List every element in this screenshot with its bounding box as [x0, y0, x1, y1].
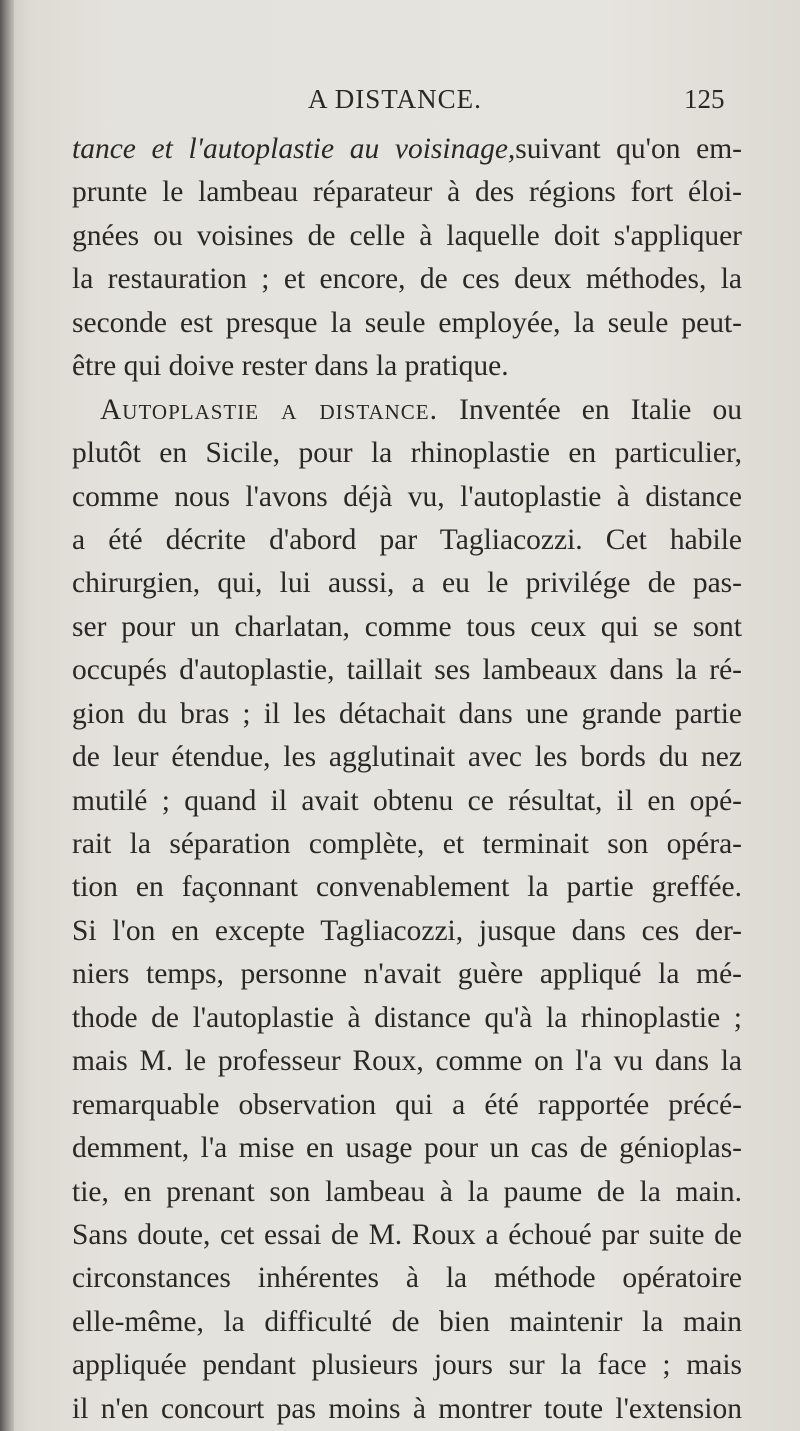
- text-line-29: appliquée pendant plusieurs jours sur la face ; mais: [72, 1349, 742, 1382]
- text-line-11: chirurgien, qui, lui aussi, a eu le privilége de pas-: [72, 567, 742, 600]
- text-line-10: a été décrite d'abord par Tagliacozzi. Cet habile: [72, 523, 742, 556]
- text-line-5: seconde est presque la seule employée, la seule peut-: [72, 306, 742, 339]
- text-line-2: prunte le lambeau réparateur à des régions fort éloi-: [72, 176, 742, 209]
- text-line-22: mais M. le professeur Roux, comme on l'a vu dans la: [72, 1045, 742, 1078]
- running-head: [0, 84, 800, 124]
- text-line-21: thode de l'autoplastie à distance qu'à la rhinoplastie ;: [72, 1001, 742, 1034]
- text-line-28: elle-même, la difficulté de bien maintenir la main: [72, 1305, 742, 1338]
- text-line-30: il n'en concourt pas moins à montrer toute l'extension: [72, 1392, 742, 1425]
- section-heading: Autoplastie a distance.: [100, 393, 439, 426]
- text-line-18: tion en façonnant convenablement la partie greffée.: [72, 871, 742, 904]
- text-line-20: niers temps, personne n'avait guère appliqué la mé-: [72, 958, 742, 991]
- text-line-15: de leur étendue, les agglutinait avec les bords du nez: [72, 741, 742, 774]
- text-line-26: Sans doute, cet essai de M. Roux a échoué par suite de: [72, 1218, 742, 1251]
- italic-phrase: tance et l'autoplastie au voisinage,: [72, 133, 516, 165]
- text-line-13: occupés d'autoplastie, taillait ses lambeaux dans la ré-: [72, 654, 742, 687]
- text-line-4: la restauration ; et encore, de ces deux méthodes, la: [72, 263, 742, 296]
- text-line-7: [72, 389, 742, 432]
- text-line-19: Si l'on en excepte Tagliacozzi, jusque dans ces der-: [72, 914, 742, 947]
- text-line-24: demment, l'a mise en usage pour un cas de génioplas-: [72, 1132, 742, 1165]
- running-title: A DISTANCE.: [308, 84, 482, 114]
- body-text: [72, 128, 742, 1431]
- text-line-8: plutôt en Sicile, pour la rhinoplastie en particulier,: [72, 437, 742, 470]
- text-line-27: circonstances inhérentes à la méthode opératoire: [72, 1262, 742, 1295]
- book-spine-shadow: [0, 0, 14, 1431]
- text-line-1: [72, 128, 742, 171]
- text-line-3: gnées ou voisines de celle à laquelle doit s'appliquer: [72, 219, 742, 252]
- line-text: Inventée en Italie ou: [438, 393, 742, 426]
- text-line-9: comme nous l'avons déjà vu, l'autoplastie à distance: [72, 480, 742, 513]
- page-number: 125: [684, 84, 725, 114]
- text-line-23: remarquable observation qui a été rapportée précé-: [72, 1088, 742, 1121]
- text-line-6: être qui doive rester dans la pratique.: [72, 350, 509, 383]
- line-text: suivant qu'on em-: [515, 133, 742, 165]
- text-line-16: mutilé ; quand il avait obtenu ce résultat, il en opé-: [72, 784, 742, 817]
- text-line-25: tie, en prenant son lambeau à la paume de la main.: [72, 1175, 742, 1208]
- text-line-14: gion du bras ; il les détachait dans une grande partie: [72, 697, 742, 730]
- text-line-17: rait la séparation complète, et terminait son opéra-: [72, 828, 742, 860]
- text-line-12: ser pour un charlatan, comme tous ceux qui se sont: [72, 610, 742, 643]
